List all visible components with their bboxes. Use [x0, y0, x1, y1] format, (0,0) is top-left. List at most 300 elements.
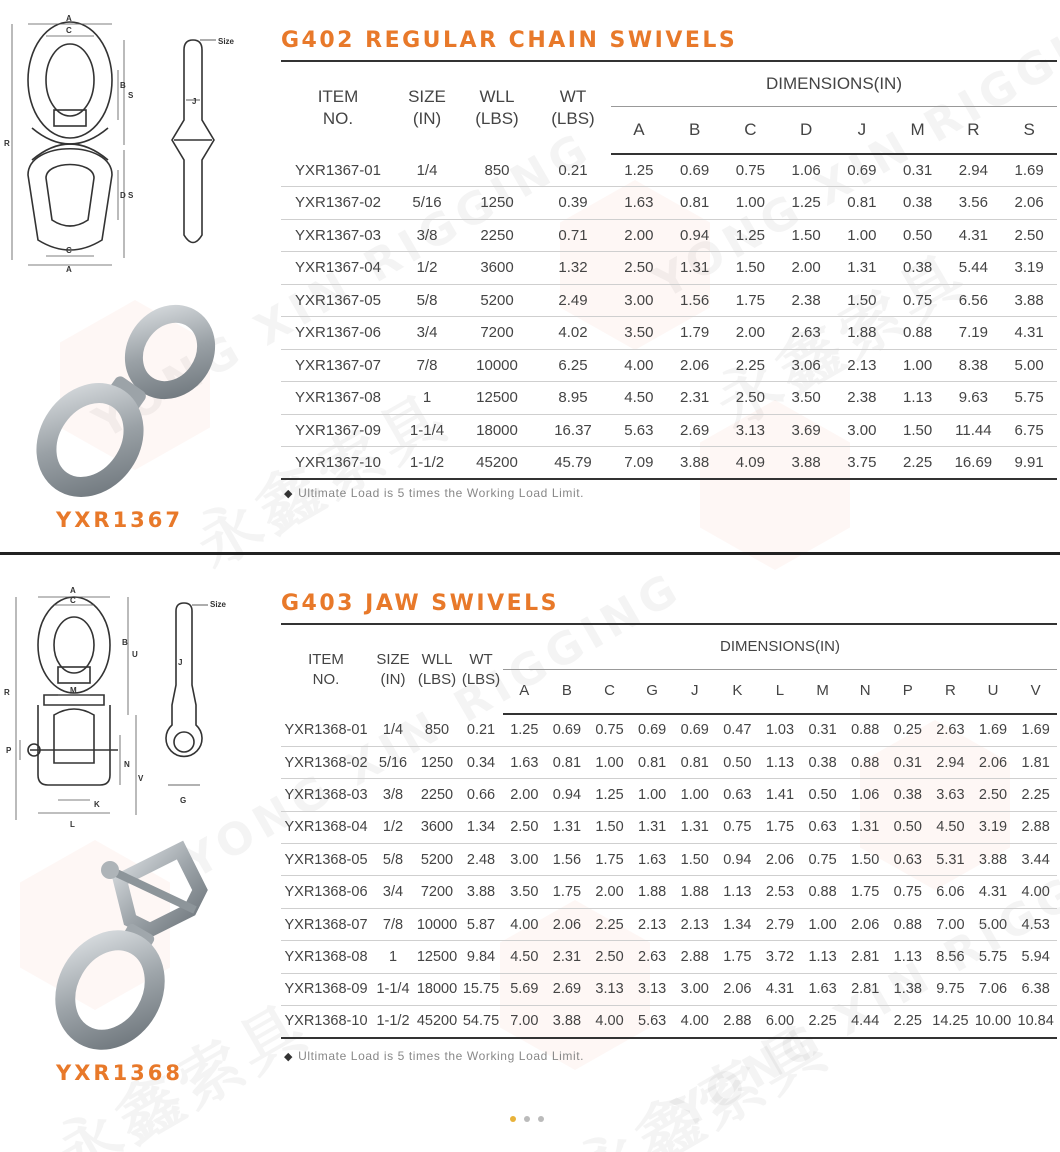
item-number-cell: YXR1367-10	[281, 447, 395, 480]
table-cell: 0.75	[723, 154, 779, 187]
table-cell: 54.75	[459, 1006, 503, 1038]
table-cell: 5/16	[395, 187, 459, 220]
dim-label-r: R	[4, 688, 10, 697]
table-cell: 0.31	[801, 714, 844, 746]
table-cell: 16.69	[946, 447, 1002, 480]
table-cell: 7.19	[946, 317, 1002, 350]
header-dim-b: B	[667, 106, 723, 154]
table-cell: 0.94	[667, 219, 723, 252]
table-cell: 10.00	[972, 1006, 1015, 1038]
table-cell: 0.66	[459, 779, 503, 811]
table-cell: 1.69	[1014, 714, 1057, 746]
table-cell: 0.34	[459, 746, 503, 778]
dim-label-p: P	[6, 746, 12, 755]
item-number-cell: YXR1367-04	[281, 252, 395, 285]
table-cell: 4.50	[929, 811, 972, 843]
table-cell: 0.50	[886, 811, 929, 843]
table-row	[281, 447, 1057, 480]
header-dim-m: M	[890, 106, 946, 154]
header-dim-u: U	[972, 669, 1015, 714]
table-cell: 2.00	[588, 876, 631, 908]
table-cell: 18000	[459, 414, 535, 447]
table-cell: 1	[371, 941, 415, 973]
table-cell: 3.13	[631, 973, 674, 1005]
table-cell: 0.25	[886, 714, 929, 746]
table-cell: 1-1/2	[395, 447, 459, 480]
chain-swivel-technical-drawing	[4, 10, 244, 275]
diamond-bullet-icon: ◆	[284, 488, 294, 500]
table-row	[281, 154, 1057, 187]
header-dimensions: DIMENSIONS(IN)	[503, 624, 1057, 669]
pagination-dot[interactable]	[524, 1116, 530, 1122]
table-g403-wrapper	[281, 623, 1057, 1039]
table-cell: 3.75	[834, 447, 890, 480]
table-cell: 7.06	[972, 973, 1015, 1005]
header-wt: WT (LBS)	[535, 61, 611, 154]
table-cell: 2.69	[546, 973, 589, 1005]
table-cell: 3.00	[834, 414, 890, 447]
table-cell: 0.38	[801, 746, 844, 778]
table-cell: 4.31	[946, 219, 1002, 252]
table-cell: 1.63	[801, 973, 844, 1005]
table-cell: 6.06	[929, 876, 972, 908]
table-cell: 5.44	[946, 252, 1002, 285]
table-cell: 1250	[459, 187, 535, 220]
table-cell: 2.50	[503, 811, 546, 843]
dim-label-size: Size	[210, 600, 227, 609]
table-cell: 5/16	[371, 746, 415, 778]
table-cell: 5.00	[972, 908, 1015, 940]
dim-label-c: C	[66, 26, 72, 35]
header-size: SIZE (IN)	[371, 624, 415, 714]
table-cell: 0.39	[535, 187, 611, 220]
table-cell: 45.79	[535, 447, 611, 480]
table-cell: 1.79	[667, 317, 723, 350]
table-cell: 3.06	[778, 349, 834, 382]
table-cell: 0.69	[667, 154, 723, 187]
table-cell: 4.31	[1001, 317, 1057, 350]
table-cell: 3.00	[611, 284, 667, 317]
table-cell: 0.75	[716, 811, 759, 843]
table-cell: 4.53	[1014, 908, 1057, 940]
header-dim-v: V	[1014, 669, 1057, 714]
table-cell: 1.00	[834, 219, 890, 252]
table-row	[281, 317, 1057, 350]
table-cell: 0.50	[801, 779, 844, 811]
table-cell: 2.06	[1001, 187, 1057, 220]
table-cell: 2.50	[972, 779, 1015, 811]
dim-label-a: A	[70, 586, 76, 595]
table-cell: 5.31	[929, 844, 972, 876]
spec-table-g403	[281, 623, 1057, 1039]
item-number-cell: YXR1367-08	[281, 382, 395, 415]
table-cell: 1.13	[890, 382, 946, 415]
header-dim-a: A	[611, 106, 667, 154]
table-cell: 1.88	[834, 317, 890, 350]
table-cell: 5.87	[459, 908, 503, 940]
table-cell: 1.56	[667, 284, 723, 317]
table-cell: 2.63	[778, 317, 834, 350]
table-cell: 4.00	[611, 349, 667, 382]
table-cell: 0.94	[546, 779, 589, 811]
header-dim-d: D	[778, 106, 834, 154]
header-wll: WLL (LBS)	[459, 61, 535, 154]
section-title-g403: G403 JAW SWIVELS	[281, 591, 560, 616]
table-cell: 1.00	[890, 349, 946, 382]
dim-label-u: U	[132, 650, 138, 659]
dim-label-r: R	[4, 139, 10, 148]
table-cell: 12500	[415, 941, 459, 973]
table-row	[281, 844, 1057, 876]
table-cell: 1.03	[759, 714, 802, 746]
table-cell: 3.50	[611, 317, 667, 350]
table-cell: 1	[395, 382, 459, 415]
table-cell: 2.06	[667, 349, 723, 382]
table-cell: 1.31	[667, 252, 723, 285]
dim-label-v: V	[138, 774, 144, 783]
section-g402	[0, 0, 1060, 552]
table-cell: 1.31	[673, 811, 716, 843]
table-cell: 0.38	[890, 252, 946, 285]
table-cell: 2.79	[759, 908, 802, 940]
table-cell: 1.50	[778, 219, 834, 252]
dim-label-s: S	[128, 91, 134, 100]
table-cell: 9.84	[459, 941, 503, 973]
table-cell: 0.21	[535, 154, 611, 187]
table-cell: 0.50	[890, 219, 946, 252]
header-dim-r: R	[946, 106, 1002, 154]
table-cell: 1.00	[801, 908, 844, 940]
table-g402-wrapper	[281, 60, 1057, 480]
table-cell: 4.00	[588, 1006, 631, 1038]
item-number-cell: YXR1368-06	[281, 876, 371, 908]
dim-label-j: J	[178, 658, 183, 667]
item-number-cell: YXR1368-05	[281, 844, 371, 876]
table-cell: 0.21	[459, 714, 503, 746]
table-cell: 1.81	[1014, 746, 1057, 778]
table-row	[281, 811, 1057, 843]
dim-label-k: K	[94, 800, 100, 809]
table-cell: 0.31	[886, 746, 929, 778]
footnote-g403: ◆ Ultimate Load is 5 times the Working Load Limit.	[284, 1049, 585, 1063]
jaw-swivel-technical-drawing	[4, 585, 244, 830]
table-cell: 6.75	[1001, 414, 1057, 447]
table-cell: 10.84	[1014, 1006, 1057, 1038]
table-cell: 1.63	[503, 746, 546, 778]
table-cell: 0.81	[834, 187, 890, 220]
table-cell: 1.31	[844, 811, 887, 843]
table-row	[281, 252, 1057, 285]
table-cell: 9.75	[929, 973, 972, 1005]
item-number-cell: YXR1367-07	[281, 349, 395, 382]
table-cell: 7/8	[371, 908, 415, 940]
table-cell: 3.19	[1001, 252, 1057, 285]
table-cell: 5200	[459, 284, 535, 317]
table-cell: 0.88	[886, 908, 929, 940]
dim-label-size: Size	[218, 37, 235, 46]
table-cell: 2.13	[631, 908, 674, 940]
table-cell: 5200	[415, 844, 459, 876]
table-cell: 3.63	[929, 779, 972, 811]
table-cell: 3.88	[546, 1006, 589, 1038]
table-cell: 8.95	[535, 382, 611, 415]
table-row	[281, 284, 1057, 317]
dim-label-l: L	[70, 820, 75, 829]
table-cell: 0.69	[673, 714, 716, 746]
table-cell: 2.81	[844, 973, 887, 1005]
table-cell: 1.88	[673, 876, 716, 908]
table-cell: 1.69	[1001, 154, 1057, 187]
section-g403	[0, 555, 1060, 1152]
dim-label-a: A	[66, 265, 72, 274]
table-cell: 2.38	[778, 284, 834, 317]
table-cell: 1.56	[546, 844, 589, 876]
header-dim-j: J	[673, 669, 716, 714]
dim-label-c: C	[66, 246, 72, 255]
table-cell: 0.81	[631, 746, 674, 778]
table-cell: 6.56	[946, 284, 1002, 317]
table-cell: 0.31	[890, 154, 946, 187]
header-dim-l: L	[759, 669, 802, 714]
table-cell: 1.88	[631, 876, 674, 908]
header-item-no: ITEM NO.	[281, 61, 395, 154]
table-cell: 2.50	[611, 252, 667, 285]
table-cell: 4.09	[723, 447, 779, 480]
table-cell: 0.50	[716, 746, 759, 778]
table-cell: 0.88	[801, 876, 844, 908]
item-number-cell: YXR1368-01	[281, 714, 371, 746]
table-cell: 1.13	[801, 941, 844, 973]
table-cell: 2.50	[588, 941, 631, 973]
dim-label-c: C	[70, 596, 76, 605]
table-cell: 1.00	[723, 187, 779, 220]
table-cell: 3.88	[972, 844, 1015, 876]
table-cell: 3.50	[503, 876, 546, 908]
table-cell: 5.69	[503, 973, 546, 1005]
table-cell: 2.06	[759, 844, 802, 876]
table-cell: 1.25	[611, 154, 667, 187]
table-cell: 0.63	[886, 844, 929, 876]
table-cell: 1.06	[778, 154, 834, 187]
table-cell: 1.75	[716, 941, 759, 973]
table-cell: 0.75	[801, 844, 844, 876]
table-cell: 4.31	[759, 973, 802, 1005]
item-number-cell: YXR1368-10	[281, 1006, 371, 1038]
table-cell: 4.31	[972, 876, 1015, 908]
table-cell: 1.75	[723, 284, 779, 317]
table-cell: 3.69	[778, 414, 834, 447]
table-row	[281, 973, 1057, 1005]
table-cell: 2.25	[890, 447, 946, 480]
table-cell: 5.63	[611, 414, 667, 447]
table-cell: 2.25	[588, 908, 631, 940]
product-code-yxr1368: YXR1368	[56, 1061, 184, 1085]
table-cell: 1.25	[588, 779, 631, 811]
table-cell: 9.63	[946, 382, 1002, 415]
table-cell: 7.09	[611, 447, 667, 480]
table-cell: 1.31	[631, 811, 674, 843]
table-cell: 3/4	[371, 876, 415, 908]
table-cell: 2.25	[886, 1006, 929, 1038]
table-cell: 1.00	[588, 746, 631, 778]
table-cell: 0.88	[844, 746, 887, 778]
section-title-g402: G402 REGULAR CHAIN SWIVELS	[281, 28, 738, 53]
table-cell: 3.88	[778, 447, 834, 480]
table-cell: 0.47	[716, 714, 759, 746]
table-cell: 1.38	[886, 973, 929, 1005]
table-cell: 0.81	[673, 746, 716, 778]
table-cell: 1.31	[834, 252, 890, 285]
table-cell: 1.32	[535, 252, 611, 285]
table-cell: 1.31	[546, 811, 589, 843]
dim-label-n: N	[124, 760, 130, 769]
table-cell: 2.25	[801, 1006, 844, 1038]
table-cell: 2.00	[723, 317, 779, 350]
table-cell: 6.00	[759, 1006, 802, 1038]
item-number-cell: YXR1368-03	[281, 779, 371, 811]
table-cell: 2.38	[834, 382, 890, 415]
table-cell: 3.88	[459, 876, 503, 908]
header-item-no: ITEM NO.	[281, 624, 371, 714]
table-cell: 3/8	[395, 219, 459, 252]
table-cell: 2.48	[459, 844, 503, 876]
table-cell: 18000	[415, 973, 459, 1005]
table-cell: 1.34	[716, 908, 759, 940]
table-cell: 2.69	[667, 414, 723, 447]
table-cell: 6.25	[535, 349, 611, 382]
table-cell: 2.88	[673, 941, 716, 973]
table-cell: 1.50	[723, 252, 779, 285]
table-row	[281, 908, 1057, 940]
table-cell: 2.00	[611, 219, 667, 252]
table-cell: 1.75	[546, 876, 589, 908]
header-dim-k: K	[716, 669, 759, 714]
table-cell: 2.25	[723, 349, 779, 382]
table-cell: 3600	[459, 252, 535, 285]
table-cell: 4.44	[844, 1006, 887, 1038]
table-cell: 2.94	[929, 746, 972, 778]
table-cell: 10000	[415, 908, 459, 940]
pagination-dot[interactable]	[510, 1116, 516, 1122]
jaw-swivel-product-photo	[30, 840, 230, 1055]
item-number-cell: YXR1368-08	[281, 941, 371, 973]
table-cell: 0.69	[834, 154, 890, 187]
table-cell: 1.63	[631, 844, 674, 876]
table-cell: 1.13	[759, 746, 802, 778]
table-cell: 7200	[459, 317, 535, 350]
table-cell: 3.72	[759, 941, 802, 973]
table-cell: 1.50	[890, 414, 946, 447]
table-cell: 1.50	[834, 284, 890, 317]
table-cell: 3.44	[1014, 844, 1057, 876]
table-cell: 5/8	[395, 284, 459, 317]
header-dim-r: R	[929, 669, 972, 714]
chain-swivel-product-photo	[30, 300, 230, 510]
table-cell: 2.88	[1014, 811, 1057, 843]
dim-label-s: S	[128, 191, 134, 200]
table-row	[281, 187, 1057, 220]
table-cell: 16.37	[535, 414, 611, 447]
table-cell: 0.38	[890, 187, 946, 220]
header-dim-a: A	[503, 669, 546, 714]
table-cell: 1-1/2	[371, 1006, 415, 1038]
table-cell: 5/8	[371, 844, 415, 876]
footnote-g402: ◆ Ultimate Load is 5 times the Working Load Limit.	[284, 486, 585, 500]
table-cell: 1.41	[759, 779, 802, 811]
table-cell: 1.00	[631, 779, 674, 811]
table-cell: 1-1/4	[395, 414, 459, 447]
table-cell: 2.53	[759, 876, 802, 908]
table-cell: 1/4	[371, 714, 415, 746]
table-cell: 3/4	[395, 317, 459, 350]
header-dim-m: M	[801, 669, 844, 714]
table-cell: 7200	[415, 876, 459, 908]
table-row	[281, 382, 1057, 415]
table-cell: 1/2	[395, 252, 459, 285]
table-cell: 2.06	[844, 908, 887, 940]
item-number-cell: YXR1367-06	[281, 317, 395, 350]
table-cell: 3.88	[1001, 284, 1057, 317]
table-cell: 2.00	[778, 252, 834, 285]
table-cell: 4.02	[535, 317, 611, 350]
table-cell: 2.94	[946, 154, 1002, 187]
table-cell: 5.75	[1001, 382, 1057, 415]
spec-table-g402	[281, 60, 1057, 480]
table-cell: 4.00	[503, 908, 546, 940]
table-cell: 1/4	[395, 154, 459, 187]
table-cell: 1.25	[503, 714, 546, 746]
header-dim-c: C	[723, 106, 779, 154]
table-cell: 8.56	[929, 941, 972, 973]
table-cell: 0.75	[890, 284, 946, 317]
table-cell: 0.88	[890, 317, 946, 350]
table-cell: 0.63	[716, 779, 759, 811]
table-cell: 1.13	[716, 876, 759, 908]
dim-label-b: B	[122, 638, 128, 647]
table-cell: 45200	[415, 1006, 459, 1038]
table-cell: 5.94	[1014, 941, 1057, 973]
pagination-dot[interactable]	[538, 1116, 544, 1122]
table-cell: 2250	[415, 779, 459, 811]
header-dim-n: N	[844, 669, 887, 714]
table-cell: 0.88	[844, 714, 887, 746]
table-cell: 4.00	[1014, 876, 1057, 908]
diamond-bullet-icon: ◆	[284, 1051, 294, 1063]
table-cell: 1.34	[459, 811, 503, 843]
dim-label-m: M	[70, 686, 77, 695]
table-cell: 0.69	[546, 714, 589, 746]
table-cell: 1.00	[673, 779, 716, 811]
table-cell: 0.81	[546, 746, 589, 778]
table-cell: 8.38	[946, 349, 1002, 382]
table-cell: 2.50	[723, 382, 779, 415]
table-cell: 2.81	[844, 941, 887, 973]
table-cell: 5.63	[631, 1006, 674, 1038]
table-cell: 4.50	[503, 941, 546, 973]
table-cell: 2250	[459, 219, 535, 252]
table-row	[281, 941, 1057, 973]
table-cell: 1.63	[611, 187, 667, 220]
table-cell: 7.00	[503, 1006, 546, 1038]
header-dim-p: P	[886, 669, 929, 714]
table-cell: 3.19	[972, 811, 1015, 843]
dim-label-g: G	[180, 796, 187, 805]
table-cell: 10000	[459, 349, 535, 382]
item-number-cell: YXR1367-09	[281, 414, 395, 447]
header-wt: WT (LBS)	[459, 624, 503, 714]
header-dim-c: C	[588, 669, 631, 714]
table-cell: 2.06	[972, 746, 1015, 778]
